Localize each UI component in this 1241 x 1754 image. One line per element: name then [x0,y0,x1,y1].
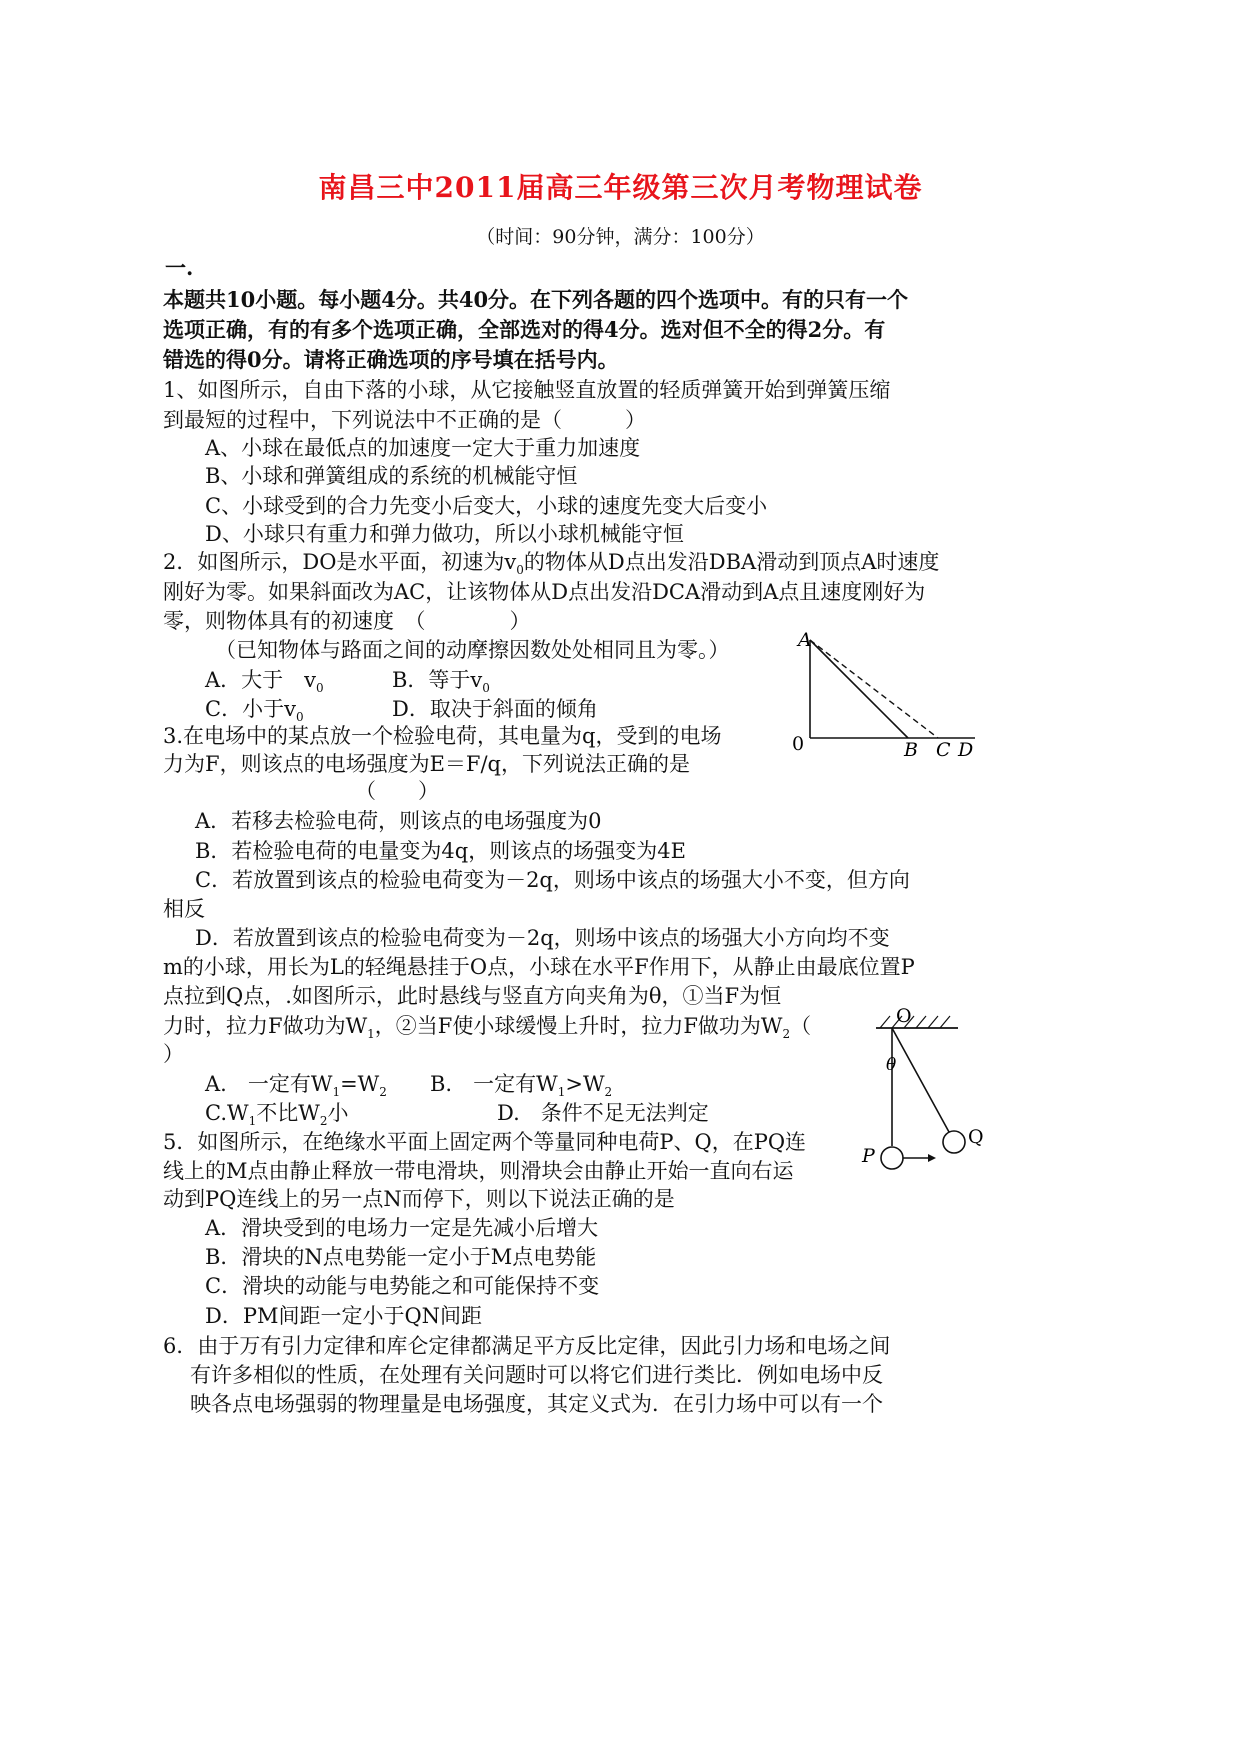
q2-stem-3: 零，则物体具有的初速度 （ ） [163,609,531,633]
instructions-line-2: 选项正确，有的有多个选项正确，全部选对的得4分。选对但不全的得2分。有 [163,317,886,342]
q4-option-a: A. 一定有$W_1=W_2$ [205,1072,387,1100]
q5-stem-3: 动到PQ连线上的另一点N而停下，则以下说法正确的是 [163,1187,675,1211]
q5-option-c: C．滑块的动能与电势能之和可能保持不变 [205,1274,600,1298]
q1-stem-2: 到最短的过程中，下列说法中不正确的是（ ） [163,408,646,432]
q3-stem-1: 3.在电场中的某点放一个检验电荷，其电量为q，受到的电场 [163,724,722,748]
point-a-label: A [798,629,812,651]
q3-option-b: B．若检验电荷的电量变为4q，则该点的场强变为4E [195,839,686,863]
q5-option-b: B．滑块的N点电势能一定小于M点电势能 [205,1245,597,1269]
q2-option-c: C．小于$v_0$ [205,697,304,725]
q2-stem-1: 2．如图所示，DO是水平面，初速为$v_0$的物体从D点出发沿DBA滑动到顶点A时速度 [163,550,940,578]
origin-label: 0 [792,733,805,755]
q1-option-c: C、小球受到的合力先变小后变大，小球的速度先变大后变小 [205,494,768,518]
q2-option-d: D．取决于斜面的倾角 [392,697,598,721]
q6-stem-2: 有许多相似的性质，在处理有关问题时可以将它们进行类比．例如电场中反 [190,1363,883,1387]
instructions-line-3: 错选的得0分。请将正确选项的序号填在括号内。 [163,347,619,372]
q1-option-b: B、小球和弹簧组成的系统的机械能守恒 [205,464,578,488]
q4-option-b: B. 一定有$W_1>W_2$ [430,1072,613,1100]
point-p-label: P [862,1145,875,1167]
ball-at-p [881,1147,903,1169]
ball-at-q [943,1131,965,1153]
q4-line-2: 点拉到Q点，.如图所示，此时悬线与竖直方向夹角为θ，①当F为恒 [163,984,782,1008]
q4-line-4: ） [163,1042,184,1066]
q2-stem-2: 刚好为零。如果斜面改为AC，让该物体从D点出发沿DCA滑动到A点且速度刚好为 [163,580,926,604]
incline-figure [780,622,1000,772]
page-title: 南昌三中2011届高三年级第三次月考物理试卷 [318,171,923,204]
q4-line-1: m的小球，用长为L的轻绳悬挂于O点，小球在水平F作用下，从静止由最底位置P [163,955,915,979]
q6-stem-3: 映各点电场强弱的物理量是电场强度，其定义式为．在引力场中可以有一个 [190,1392,883,1416]
pivot-label: O [896,1005,912,1027]
q5-stem-2: 线上的M点由静止释放一带电滑块，则滑块会由静止开始一直向右运 [163,1159,794,1183]
q5-option-a: A．滑块受到的电场力一定是先减小后增大 [205,1216,599,1240]
q1-option-d: D、小球只有重力和弹力做功，所以小球机械能守恒 [205,522,684,546]
q1-option-a: A、小球在最低点的加速度一定大于重力加速度 [205,436,641,460]
q4-option-c: $C.W_1$不比$W_2$小 [205,1101,349,1129]
q3-option-a: A．若移去检验电荷，则该点的电场强度为0 [195,809,602,833]
q2-option-a: A．大于 $v_0$ [205,668,324,696]
q5-option-d: D．PM间距一定小于QN间距 [205,1304,483,1328]
point-q-label: Q [968,1126,984,1148]
q3-option-c-1: C．若放置到该点的检验电荷变为－2q，则场中该点的场强大小不变，但方向 [195,868,910,892]
q6-stem-1: 6．由于万有引力定律和库仑定律都满足平方反比定律，因此引力场和电场之间 [163,1334,891,1358]
q1-stem-1: 1、如图所示，自由下落的小球，从它接触竖直放置的轻质弹簧开始到弹簧压缩 [163,378,891,402]
q3-option-d: D．若放置到该点的检验电荷变为－2q，则场中该点的场强大小方向均不变 [195,926,890,950]
pendulum-figure [850,1000,1030,1190]
q3-answer-blank: （ ） [355,779,439,803]
q3-stem-2: 力为F，则该点的电场强度为E＝F/q，下列说法正确的是 [163,752,690,776]
q2-option-b: B．等于$v_0$ [392,668,490,696]
q3-option-c-2: 相反 [163,897,205,921]
q2-note: （已知物体与路面之间的动摩擦因数处处相同且为零。） [215,638,730,662]
point-c-label: C [936,739,951,761]
theta-label: θ [886,1055,897,1075]
section-label: 一. [165,255,194,280]
point-d-label: D [958,739,974,761]
q5-stem-1: 5．如图所示，在绝缘水平面上固定两个等量同种电荷P、Q，在PQ连 [163,1130,807,1154]
q4-option-d: D. 条件不足无法判定 [497,1101,709,1125]
exam-info: （时间：90分钟，满分：100分） [476,226,765,248]
instructions-line-1: 本题共10小题。每小题4分。共40分。在下列各题的四个选项中。有的只有一个 [163,287,909,312]
q4-line-3: 力时，拉力F做功为$W_1$，②当F使小球缓慢上升时，拉力F做功为$W_2$（ [163,1014,812,1042]
force-arrow-icon [928,1154,936,1162]
point-b-label: B [904,739,918,761]
